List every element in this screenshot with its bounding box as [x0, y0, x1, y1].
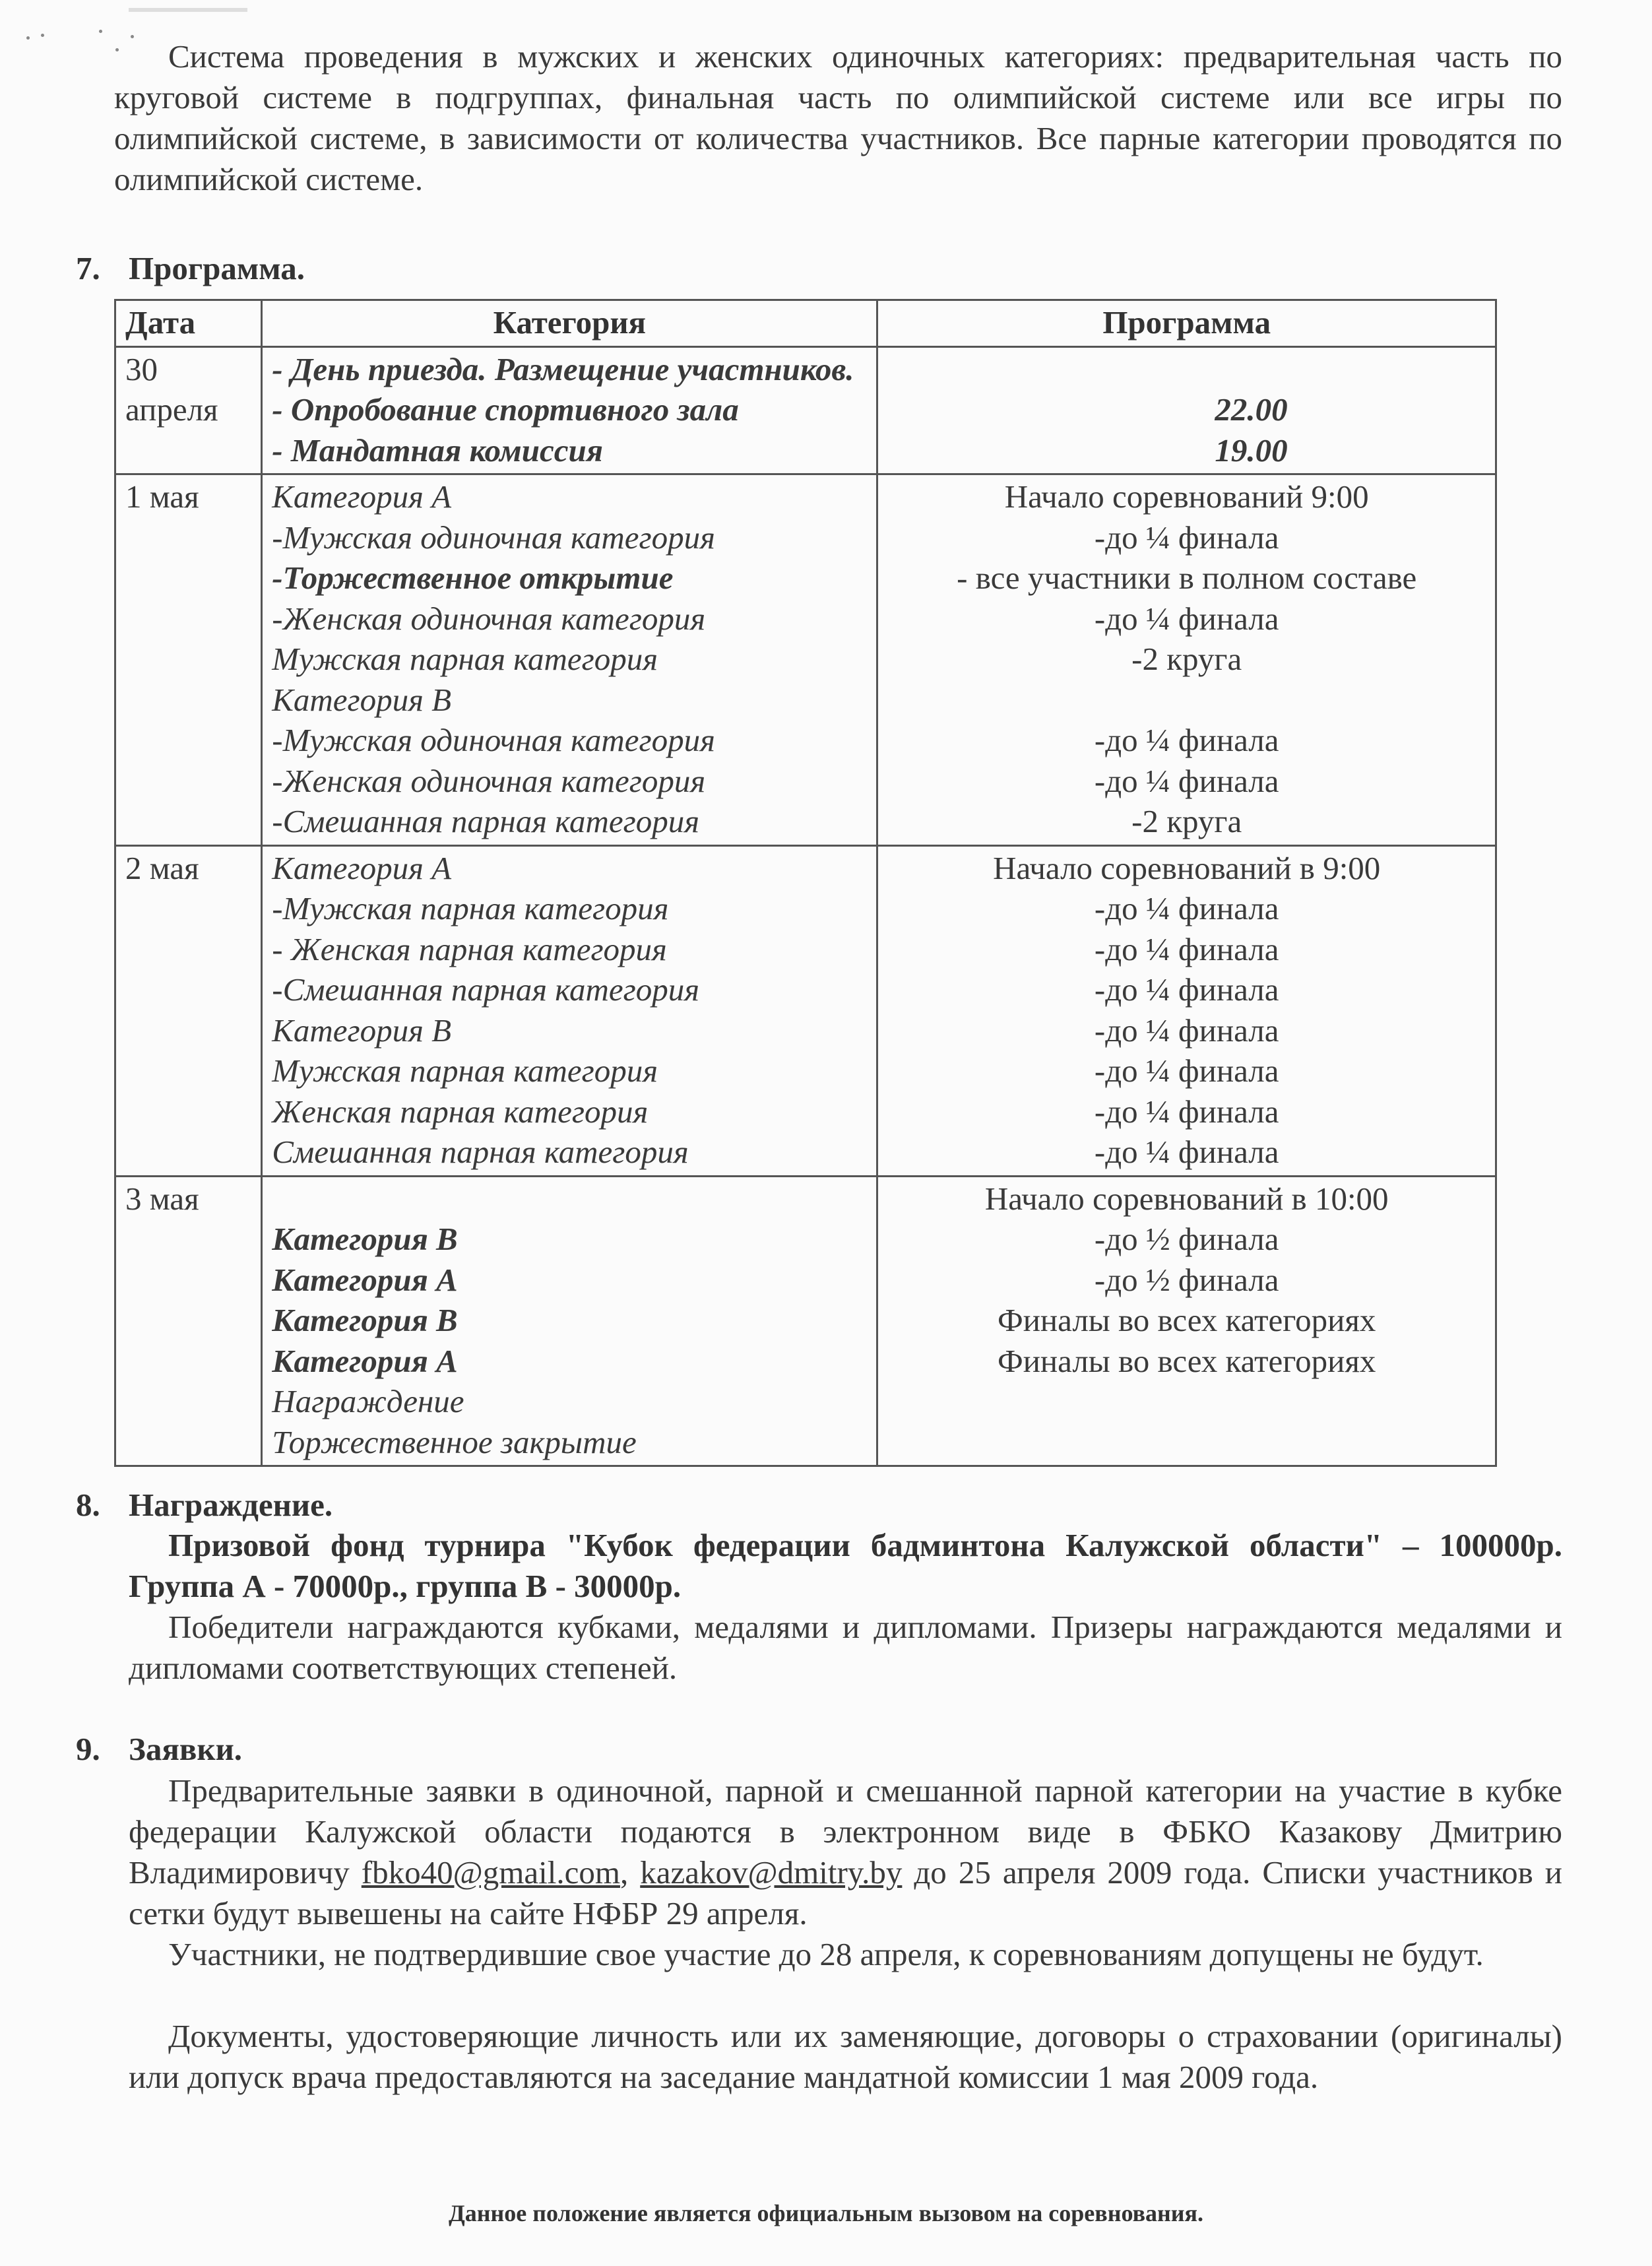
- scan-artifact: [129, 8, 247, 12]
- category-line: -Торжественное открытие: [272, 560, 674, 596]
- category-line: -Мужская одиночная категория: [272, 722, 715, 758]
- category-line: -Смешанная парная категория: [272, 803, 699, 839]
- program-line: -до ¼ финала: [1094, 890, 1279, 926]
- category-line: Торжественное закрытие: [272, 1423, 637, 1460]
- category-line: -Смешанная парная категория: [272, 971, 699, 1008]
- program-line: [887, 680, 1486, 721]
- date-line: 2 мая: [125, 849, 199, 886]
- program-cell: [877, 1176, 1496, 1466]
- program-line: -до ¼ финала: [1094, 971, 1279, 1008]
- table-header-row: [115, 300, 1496, 347]
- program-line: -до ½ финала: [1094, 1261, 1279, 1298]
- category-line: Женская парная категория: [272, 1093, 649, 1130]
- category-line: Награждение: [272, 1383, 464, 1419]
- category-line: -Женская одиночная категория: [272, 762, 706, 799]
- category-line: - Мандатная комиссия: [272, 432, 603, 469]
- program-table: [114, 299, 1497, 1467]
- category-line: Категория А: [272, 1342, 458, 1379]
- winners-text: Победители награждаются кубками, медалями и дипломами. Призеры награждаются медалями и дипломами соответствующих степеней.: [129, 1609, 1562, 1686]
- section-title: Программа.: [129, 250, 305, 286]
- table-row: [115, 1176, 1496, 1466]
- category-cell: [262, 845, 877, 1176]
- program-cell: [877, 346, 1496, 474]
- table-row: [115, 346, 1496, 474]
- section-8-heading: [76, 1486, 333, 1524]
- date-cell: [115, 845, 262, 1176]
- table-row: [115, 474, 1496, 846]
- program-cell: [877, 474, 1496, 846]
- category-line: Категория А: [272, 849, 452, 886]
- category-line: Категория А: [272, 478, 452, 515]
- footer-note: Данное положение является официальным вызовом на соревнования.: [449, 2200, 1203, 2226]
- category-line: - День приезда. Размещение участников.: [272, 350, 854, 387]
- documents-paragraph: [129, 2016, 1562, 2098]
- category-line: Мужская парная категория: [272, 1052, 658, 1089]
- program-line: -до ¼ финала: [1094, 722, 1279, 758]
- section-number: 8.: [76, 1487, 100, 1523]
- category-line: Смешанная парная категория: [272, 1134, 689, 1170]
- program-line: -до ¼ финала: [1094, 1093, 1279, 1130]
- confirmation-paragraph: [129, 1934, 1562, 1975]
- category-line: -Мужская одиночная категория: [272, 519, 715, 556]
- date-line: 30: [125, 350, 158, 387]
- program-line: -до ¼ финала: [1094, 1134, 1279, 1170]
- header-category: Категория: [262, 300, 877, 347]
- date-cell: [115, 346, 262, 474]
- documents-text: Документы, удостоверяющие личность или их заменяющие, договоры о страховании (оригиналы) или допуск врача предоставляются на заседание мандатной комиссии 1 мая 2009 года.: [129, 2018, 1562, 2095]
- separator: ,: [620, 1854, 641, 1891]
- category-line: -Женская одиночная категория: [272, 600, 706, 637]
- confirmation-text: Участники, не подтвердившие свое участие до 28 апреля, к соревнованиям допущены не будут.: [168, 1936, 1484, 1972]
- winners-paragraph: [129, 1607, 1562, 1689]
- section-7-heading: [76, 249, 305, 287]
- program-line: -до ¼ финала: [1094, 1012, 1279, 1049]
- category-line: Категория В: [272, 1012, 452, 1049]
- header-program: Программа: [877, 300, 1496, 347]
- section-number: 7.: [76, 250, 100, 286]
- section-title: Заявки.: [129, 1731, 243, 1767]
- program-line: Начало соревнований 9:00: [1004, 478, 1369, 515]
- prize-fund-text: Призовой фонд турнира "Кубок федерации бадминтона Калужской области" – 100000р. Группа А - 70000р., группа В - 30000р.: [129, 1527, 1562, 1604]
- date-cell: [115, 1176, 262, 1466]
- category-cell: [262, 1176, 877, 1466]
- date-cell: [115, 474, 262, 846]
- applications-text: Предварительные заявки в одиночной, парной и смешанной парной категории на участие в кубке федерации Калужской области подаются в электронном виде в ФБКО Казакову Дмитрию Владимировичу: [129, 1772, 1562, 1891]
- program-line: - все участники в полном составе: [957, 560, 1417, 596]
- date-line: 3 мая: [125, 1180, 199, 1217]
- program-time: 22.00: [1215, 391, 1288, 428]
- section-number: 9.: [76, 1731, 100, 1767]
- date-line: 1 мая: [125, 478, 199, 515]
- category-cell: [262, 474, 877, 846]
- prize-fund-paragraph: [129, 1525, 1562, 1607]
- section-title: Награждение.: [129, 1487, 333, 1523]
- category-line: Мужская парная категория: [272, 641, 658, 677]
- program-line: -до ¼ финала: [1094, 1052, 1279, 1089]
- program-line: -до ¼ финала: [1094, 519, 1279, 556]
- applications-text-end: до 25 апреля 2009 года. Списки участников и сетки будут вывешены на сайте НФБР 29 апреля.: [129, 1854, 1562, 1931]
- category-cell: [262, 346, 877, 474]
- program-line: [878, 349, 1486, 390]
- program-line: Финалы во всех категориях: [998, 1342, 1376, 1379]
- category-line: Категория А: [272, 1261, 458, 1298]
- program-line: -до ¼ финала: [1094, 600, 1279, 637]
- program-time: 19.00: [1215, 432, 1288, 469]
- category-line: Категория В: [272, 681, 452, 718]
- category-line: Категория В: [272, 1302, 458, 1338]
- category-line: Категория В: [272, 1221, 458, 1257]
- intro-paragraph: [114, 36, 1562, 200]
- program-line: -до ½ финала: [1094, 1221, 1279, 1257]
- applications-paragraph: [129, 1770, 1562, 1934]
- email-link-fbko40[interactable]: fbko40@gmail.com: [361, 1854, 620, 1891]
- program-cell: [877, 845, 1496, 1176]
- category-line: - Женская парная категория: [272, 930, 667, 967]
- date-line: апреля: [125, 391, 218, 428]
- program-line: Начало соревнований в 10:00: [984, 1180, 1389, 1217]
- program-line: -2 круга: [1131, 803, 1242, 839]
- program-line: Финалы во всех категориях: [998, 1302, 1376, 1338]
- program-line: -до ¼ финала: [1094, 762, 1279, 799]
- category-line: [272, 1179, 867, 1219]
- program-line: -до ¼ финала: [1094, 930, 1279, 967]
- intro-text: Система проведения в мужских и женских одиночных категориях: предварительная часть по круговой системе в подгруппах, финальная часть по олимпийской системе или все игры по олимпийской системе, в зависимости от количества участников. Все парные категории проводятся по олимпийской системе.: [114, 38, 1562, 197]
- category-line: -Мужская парная категория: [272, 890, 669, 926]
- program-line: -2 круга: [1131, 641, 1242, 677]
- program-line: Начало соревнований в 9:00: [993, 849, 1381, 886]
- category-line: - Опробование спортивного зала: [272, 391, 739, 428]
- section-9-heading: [76, 1730, 242, 1768]
- table-row: [115, 845, 1496, 1176]
- email-link-kazakov[interactable]: kazakov@dmitry.by: [640, 1854, 903, 1891]
- header-date: Дата: [115, 300, 262, 347]
